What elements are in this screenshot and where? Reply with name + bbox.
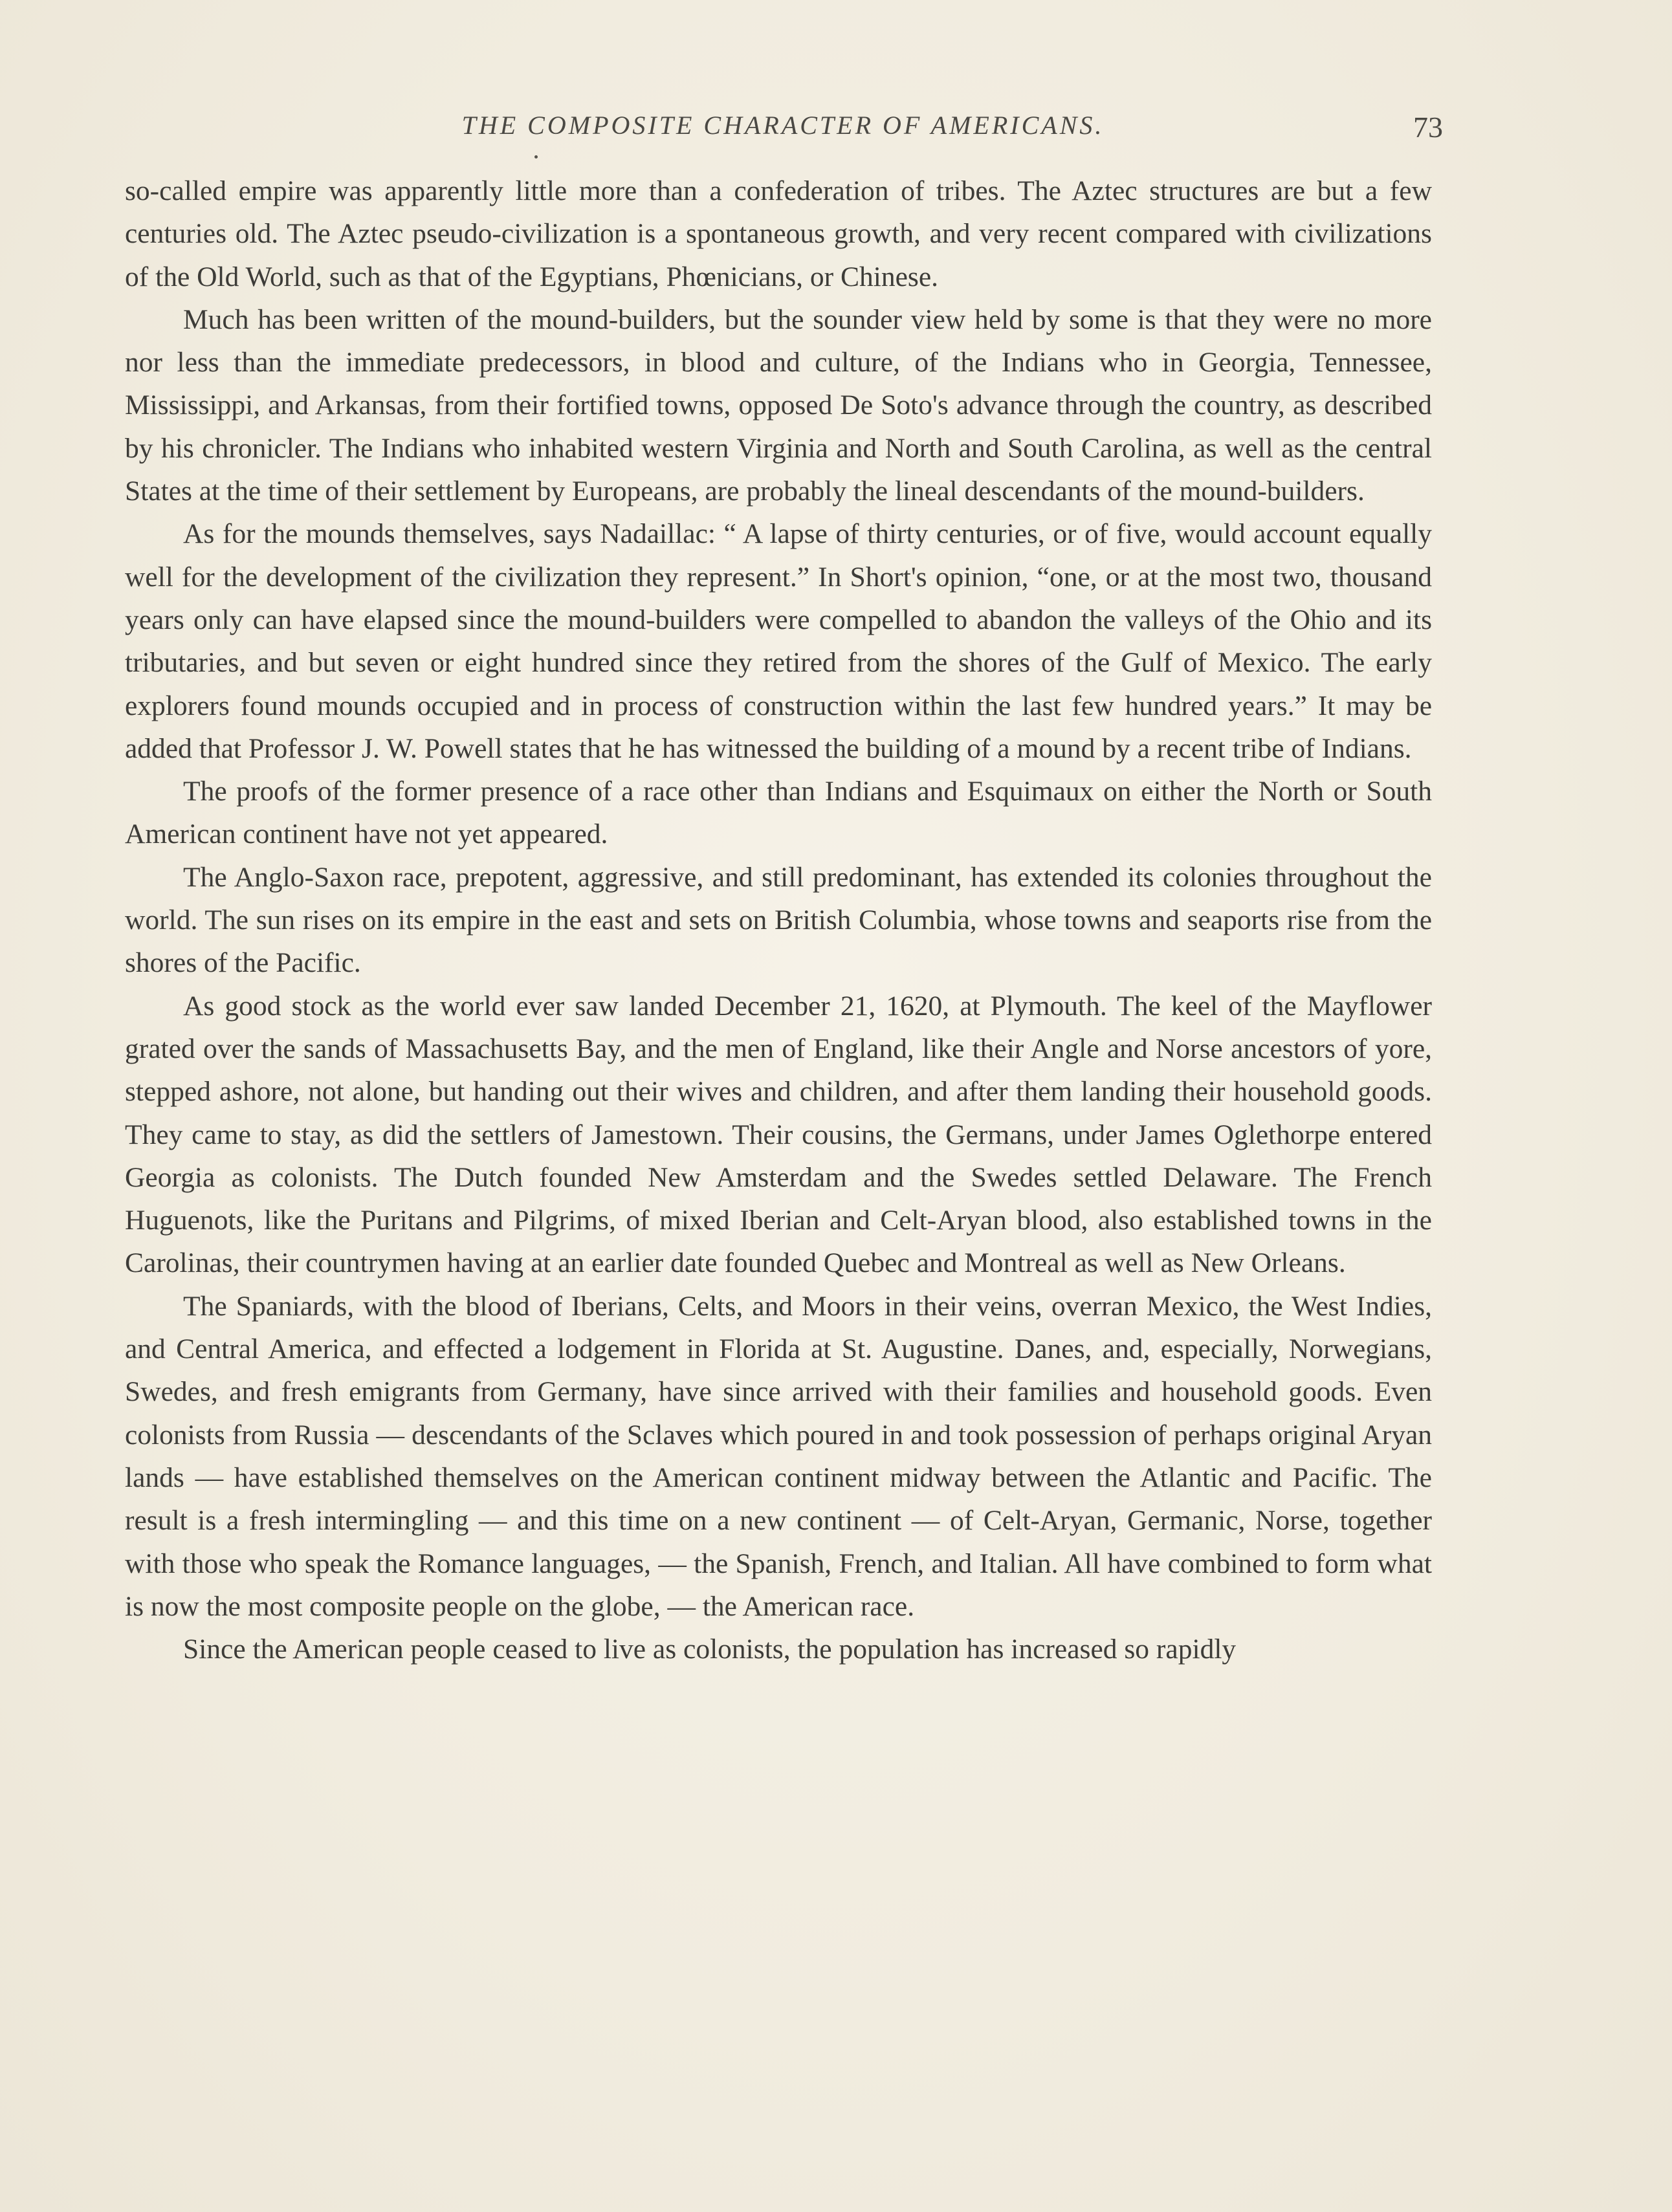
- paragraph-continued: so-called empire was apparently little more than a confederation of tribes. The Aztec structures are but a few centuries old. The Aztec pseudo-civilization is a spontaneous growth, and very recent compared with civilizations of the Old World, such as that of the Egyptians, Phœnicians, or Chinese.: [125, 175, 1432, 292]
- running-head: [123, 110, 1443, 149]
- paragraph-mound-builders: Much has been written of the mound-builders, but the sounder view held by some is that they were no more nor less than the immediate predecessors, in blood and culture, of the Indians who in Georgia, Tennessee, Mississippi, and Arkansas, from their fortified towns, opposed De Soto's advance through the country, as described by his chronicler. The Indians who inhabited western Virginia and North and South Carolina, as well as the central States at the time of their settlement by Europeans, are probably the lineal descendants of the mound-builders.: [125, 303, 1432, 507]
- paragraph-anglo-saxon: The Anglo-Saxon race, prepotent, aggressive, and still predominant, has extended its colonies throughout the world. The sun rises on its empire in the east and sets on British Columbia, whose towns and seaports rise from the shores of the Pacific.: [125, 861, 1432, 979]
- paragraph-former-race: The proofs of the former presence of a race other than Indians and Esquimaux on either the North or South American continent have not yet appeared.: [125, 776, 1432, 850]
- page-number: 73: [1413, 111, 1443, 144]
- running-title: THE COMPOSITE CHARACTER OF AMERICANS.: [461, 111, 1105, 140]
- paragraph-mounds-age: As for the mounds themselves, says Nadaillac: “ A lapse of thirty centuries, or of five, would account equally well for the development of the civilization they represent.” In Short's opinion, “one, or at the most two, thousand years only can have elapsed since the mound-builders were compelled to abandon the valleys of the Ohio and its tributaries, and but seven or eight hundred since they retired from the shores of the Gulf of Mexico. The early explorers found mounds occupied and in process of construction within the last few hundred years.” It may be added that Professor J. W. Powell states that he has witnessed the building of a mound by a recent tribe of Indians.: [125, 518, 1432, 764]
- body-text: [125, 170, 1432, 1670]
- paragraph-spaniards: The Spaniards, with the blood of Iberians, Celts, and Moors in their veins, overran Mexico, the West Indies, and Central America, and effected a lodgement in Florida at St. Augustine. Danes, and, especially, Norwegians, Swedes, and fresh emigrants from Germany, have since arrived with their families and household goods. Even colonists from Russia — descendants of the Sclaves which poured in and took possession of perhaps original Aryan lands — have established themselves on the American continent midway between the Atlantic and Pacific. The result is a fresh intermingling — and this time on a new continent — of Celt-Aryan, Germanic, Norse, together with those who speak the Romance languages, — the Spanish, French, and Italian. All have combined to form what is now the most composite people on the globe, — the American race.: [125, 1290, 1432, 1622]
- paragraph-plymouth: As good stock as the world ever saw landed December 21, 1620, at Plymouth. The keel of the Mayflower grated over the sands of Massachusetts Bay, and the men of England, like their Angle and Norse ancestors of yore, stepped ashore, not alone, but handing out their wives and children, and after them landing their household goods. They came to stay, as did the settlers of Jamestown. Their cousins, the Germans, under James Oglethorpe entered Georgia as colonists. The Dutch founded New Amsterdam and the Swedes settled Delaware. The French Huguenots, like the Puritans and Pilgrims, of mixed Iberian and Celt-Aryan blood, also established towns in the Carolinas, their countrymen having at an earlier date founded Quebec and Montreal as well as New Orleans.: [125, 990, 1432, 1279]
- paragraph-population: Since the American people ceased to live as colonists, the population has increased so rapidly: [183, 1634, 1237, 1665]
- ink-speck: [534, 155, 538, 159]
